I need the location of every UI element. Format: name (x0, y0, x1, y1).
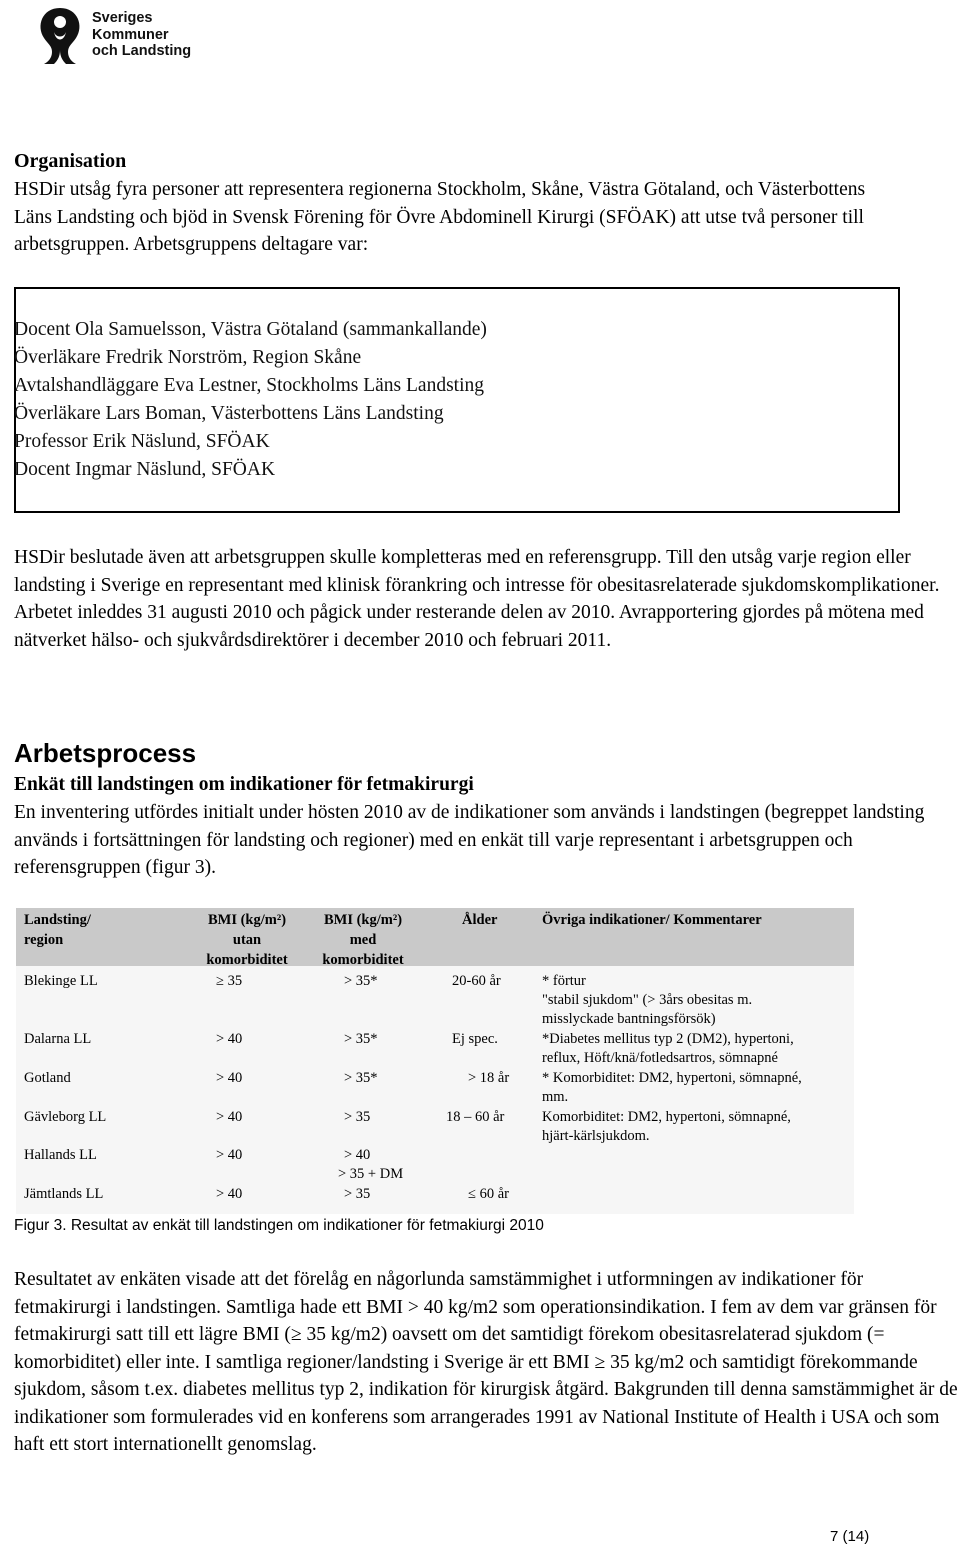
arbetsprocess-paragraph: En inventering utfördes initialt under hösten 2010 av de indikationer som används i landstingen (begreppet landsting används i fortsättningen för landsting och regioner) med en enkät till varje representant i arbetsgruppen och referensgruppen (figur 3). (14, 802, 925, 878)
member-item: Docent Ola Samuelsson, Västra Götaland (sammankallande) (14, 319, 487, 340)
members-list (14, 316, 487, 484)
page-number: 7 (14) (830, 1528, 870, 1545)
cell-alder: ≤ 60 år (468, 1186, 509, 1202)
header-alder: Ålder (462, 912, 498, 928)
cell-region: Hallands LL (24, 1147, 97, 1163)
cell-ovriga: * Komorbiditet: DM2, hypertoni, sömnapné, mm. (542, 1070, 802, 1105)
member-item: Överläkare Fredrik Norström, Region Skåne (14, 347, 362, 368)
organisation-heading: Organisation (14, 150, 127, 172)
cell-ovriga: Komorbiditet: DM2, hypertoni, sömnapné, hjärt-kärlsjukdom. (542, 1109, 791, 1144)
cell-bmi-utan: > 40 (216, 1031, 243, 1047)
results-paragraph: Resultatet av enkäten visade att det förelåg en någorlunda samstämmighet i utformningen av indikationer för fetmakirurgi i landstingen. Samtliga hade ett BMI > 40 kg/m2 som operationsindikation. I fem av dem var gränsen för fetmakirurgi satt till ett lägre BMI (≥ 35 kg/m2) oavsett om det samtidigt förekom obesitasrelaterad sjukdom (= komorbiditet) eller inte. I samtliga regioner/landsting i Sverige är ett BMI ≥ 35 kg/m2 och samtidigt förekommande sjukdom, såsom t.ex. diabetes mellitus typ 2, indikation för kirurgisk åtgärd. Bakgrunden till denna samstämmighet är de indikationer som formulerades vid en konferens som arrangerades 1991 av National Institute of Health i USA och som haft ett stort internationellt genomslag. (14, 1269, 958, 1455)
cell-bmi-utan: > 40 (216, 1070, 243, 1086)
header-landsting: Landsting/ region (24, 912, 91, 948)
cell-bmi-med: > 35* (344, 1031, 378, 1047)
cell-alder: 18 – 60 år (446, 1109, 505, 1125)
cell-bmi-med: > 40 (344, 1147, 371, 1163)
cell-region: Gotland (24, 1070, 71, 1086)
cell-region: Blekinge LL (24, 973, 98, 989)
organisation-paragraph: HSDir utsåg fyra personer att representera regionerna Stockholm, Skåne, Västra Götaland, och Västerbottens Läns Landsting och bjöd in Svensk Förening för Övre Abdominell Kirurgi (SFÖAK) att utse två personer till arbetsgruppen. Arbetsgruppens deltagare var: (14, 179, 866, 255)
cell-alder: Ej spec. (452, 1031, 498, 1047)
header-bmi-utan: BMI (kg/m²) utan komorbiditet (206, 912, 288, 968)
arbetsprocess-heading: Arbetsprocess (14, 738, 197, 768)
skl-logo-icon (34, 4, 86, 66)
cell-bmi-utan: > 40 (216, 1147, 243, 1163)
member-item: Professor Erik Näslund, SFÖAK (14, 431, 270, 452)
cell-region: Jämtlands LL (24, 1186, 104, 1202)
table-header (16, 908, 854, 966)
header-bmi-med: BMI (kg/m²) med komorbiditet (322, 912, 404, 968)
member-item: Avtalshandläggare Eva Lestner, Stockholms Läns Landsting (14, 375, 484, 396)
enkat-subheading: Enkät till landstingen om indikationer för fetmakirurgi (14, 774, 474, 795)
cell-bmi-utan: ≥ 35 (216, 973, 243, 989)
cell-region: Gävleborg LL (24, 1109, 107, 1125)
logo-text: Sveriges Kommuner och Landsting (92, 10, 192, 59)
cell-alder: 20-60 år (452, 973, 501, 989)
cell-bmi-med-extra: > 35 + DM (338, 1166, 404, 1182)
indication-table (16, 908, 854, 1214)
cell-bmi-med: > 35 (344, 1109, 371, 1125)
referensgrupp-paragraph: HSDir beslutade även att arbetsgruppen skulle kompletteras med en referensgrupp. Till den utsåg varje region eller landsting i Sverige en representant med klinisk förankring och intresse för obesitasrelaterade sjukdomskomplikationer. Arbetet inleddes 31 augusti 2010 och pågick under resterande delen av 2010. Avrapportering gjordes på mötena med nätverket hälso- och sjukvårdsdirektörer i december 2010 och februari 2011. (14, 547, 940, 651)
member-item: Överläkare Lars Boman, Västerbottens Läns Landsting (14, 403, 444, 424)
figure-caption: Figur 3. Resultat av enkät till landstingen om indikationer för fetmakiurgi 2010 (14, 1217, 544, 1234)
cell-region: Dalarna LL (24, 1031, 92, 1047)
cell-ovriga: * förtur "stabil sjukdom" (> 3års obesitas m. misslyckade bantningsförsök) (542, 973, 753, 1027)
cell-ovriga: *Diabetes mellitus typ 2 (DM2), hypertoni, reflux, Höft/knä/fotledsartros, sömnapné (542, 1031, 794, 1066)
cell-bmi-utan: > 40 (216, 1109, 243, 1125)
cell-bmi-med: > 35* (344, 973, 378, 989)
cell-bmi-med: > 35 (344, 1186, 371, 1202)
cell-bmi-utan: > 40 (216, 1186, 243, 1202)
member-item: Docent Ingmar Näslund, SFÖAK (14, 459, 276, 480)
cell-bmi-med: > 35* (344, 1070, 378, 1086)
cell-alder: > 18 år (468, 1070, 510, 1086)
header-ovriga: Övriga indikationer/ Kommentarer (542, 912, 762, 928)
